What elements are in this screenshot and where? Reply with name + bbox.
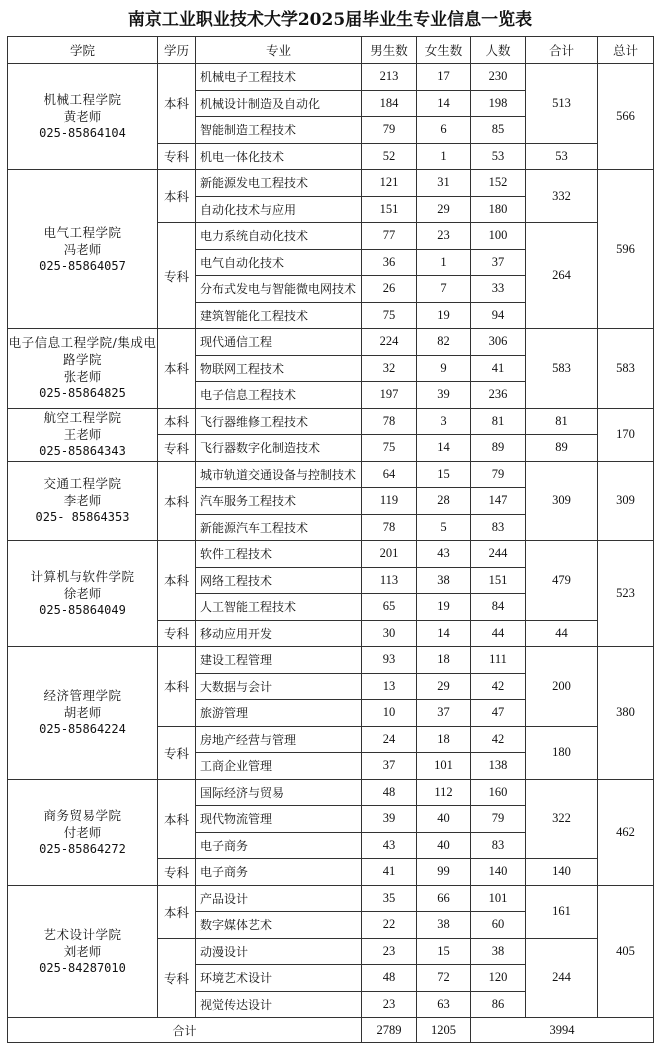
level-cell: 专科 — [158, 435, 196, 462]
college-phone: 025- 85864353 — [35, 510, 130, 525]
total-all: 3994 — [471, 1018, 654, 1043]
major-name: 新能源汽车工程技术 — [196, 514, 362, 541]
major-name: 电子信息工程技术 — [196, 382, 362, 409]
college-teacher: 胡老师 — [63, 705, 102, 721]
college-phone: 025-85864049 — [39, 603, 126, 617]
college-total: 596 — [598, 170, 654, 329]
college-cell — [8, 329, 158, 409]
major-name: 飞行器维修工程技术 — [196, 408, 362, 435]
female-count: 66 — [417, 885, 471, 912]
major-name: 分布式发电与智能微电网技术 — [196, 276, 362, 303]
male-count: 22 — [362, 912, 417, 939]
college-cell — [8, 647, 158, 780]
header-female: 女生数 — [417, 37, 471, 64]
student-count: 79 — [471, 461, 526, 488]
male-count: 78 — [362, 408, 417, 435]
header-subtotal: 合计 — [526, 37, 598, 64]
female-count: 19 — [417, 302, 471, 329]
female-count: 31 — [417, 170, 471, 197]
student-count: 81 — [471, 408, 526, 435]
student-count: 60 — [471, 912, 526, 939]
male-count: 10 — [362, 700, 417, 727]
male-count: 93 — [362, 647, 417, 674]
level-cell: 本科 — [158, 329, 196, 409]
college-name: 航空工程学院 — [43, 410, 122, 425]
female-count: 19 — [417, 594, 471, 621]
student-count: 84 — [471, 594, 526, 621]
major-name: 物联网工程技术 — [196, 355, 362, 382]
major-name: 移动应用开发 — [196, 620, 362, 647]
major-name: 自动化技术与应用 — [196, 196, 362, 223]
major-name: 建设工程管理 — [196, 647, 362, 674]
group-subtotal: 264 — [526, 223, 598, 329]
table-row — [8, 885, 654, 912]
table-row — [8, 461, 654, 488]
level-cell: 本科 — [158, 885, 196, 938]
male-count: 78 — [362, 514, 417, 541]
student-count: 94 — [471, 302, 526, 329]
female-count: 17 — [417, 64, 471, 91]
table-row — [8, 408, 654, 435]
female-count: 7 — [417, 276, 471, 303]
college-phone: 025-85864272 — [39, 841, 126, 856]
college-name: 电气工程学院 — [43, 224, 122, 240]
college-name: 经济管理学院 — [43, 688, 122, 704]
total-male: 2789 — [362, 1018, 417, 1043]
student-count: 41 — [471, 355, 526, 382]
female-count: 15 — [417, 461, 471, 488]
student-count: 147 — [471, 488, 526, 515]
student-count: 230 — [471, 64, 526, 91]
student-count: 152 — [471, 170, 526, 197]
college-name: 计算机与软件学院 — [30, 569, 135, 584]
college-cell — [8, 885, 158, 1018]
student-count: 44 — [471, 620, 526, 647]
college-total: 405 — [598, 885, 654, 1018]
student-count: 37 — [471, 249, 526, 276]
group-subtotal: 53 — [526, 143, 598, 170]
header-college: 学院 — [8, 37, 158, 64]
student-count: 100 — [471, 223, 526, 250]
group-subtotal: 200 — [526, 647, 598, 727]
major-name: 旅游管理 — [196, 700, 362, 727]
female-count: 99 — [417, 859, 471, 886]
male-count: 224 — [362, 329, 417, 356]
student-count: 47 — [471, 700, 526, 727]
female-count: 63 — [417, 991, 471, 1018]
male-count: 43 — [362, 832, 417, 859]
student-count: 42 — [471, 726, 526, 753]
student-count: 120 — [471, 965, 526, 992]
major-name: 城市轨道交通设备与控制技术 — [196, 461, 362, 488]
female-count: 14 — [417, 620, 471, 647]
student-count: 85 — [471, 117, 526, 144]
major-name: 新能源发电工程技术 — [196, 170, 362, 197]
female-count: 1 — [417, 249, 471, 276]
group-subtotal: 583 — [526, 329, 598, 409]
college-phone: 025-85864343 — [39, 444, 126, 458]
level-cell: 专科 — [158, 620, 196, 647]
student-count: 138 — [471, 753, 526, 780]
student-count: 244 — [471, 541, 526, 568]
male-count: 26 — [362, 276, 417, 303]
major-name: 动漫设计 — [196, 938, 362, 965]
group-subtotal: 180 — [526, 726, 598, 779]
college-cell — [8, 408, 158, 461]
college-teacher: 张老师 — [63, 369, 102, 385]
female-count: 14 — [417, 435, 471, 462]
female-count: 39 — [417, 382, 471, 409]
major-name: 现代通信工程 — [196, 329, 362, 356]
group-subtotal: 309 — [526, 461, 598, 541]
group-subtotal: 322 — [526, 779, 598, 859]
college-name: 商务贸易学院 — [43, 807, 122, 823]
male-count: 32 — [362, 355, 417, 382]
major-name: 房地产经营与管理 — [196, 726, 362, 753]
female-count: 82 — [417, 329, 471, 356]
major-name: 机械设计制造及自动化 — [196, 90, 362, 117]
male-count: 48 — [362, 779, 417, 806]
female-count: 29 — [417, 673, 471, 700]
male-count: 201 — [362, 541, 417, 568]
female-count: 43 — [417, 541, 471, 568]
major-name: 网络工程技术 — [196, 567, 362, 594]
major-name: 产品设计 — [196, 885, 362, 912]
student-count: 86 — [471, 991, 526, 1018]
major-name: 电力系统自动化技术 — [196, 223, 362, 250]
student-count: 140 — [471, 859, 526, 886]
female-count: 6 — [417, 117, 471, 144]
college-total: 462 — [598, 779, 654, 885]
female-count: 18 — [417, 647, 471, 674]
college-phone: 025-84287010 — [39, 960, 126, 975]
major-name: 现代物流管理 — [196, 806, 362, 833]
table-row — [8, 329, 654, 356]
female-count: 112 — [417, 779, 471, 806]
college-teacher: 黄老师 — [63, 109, 102, 124]
level-cell: 本科 — [158, 64, 196, 144]
student-count: 53 — [471, 143, 526, 170]
college-name: 艺术设计学院 — [43, 926, 122, 942]
group-subtotal: 81 — [526, 408, 598, 435]
female-count: 28 — [417, 488, 471, 515]
student-count: 38 — [471, 938, 526, 965]
student-count: 160 — [471, 779, 526, 806]
male-count: 151 — [362, 196, 417, 223]
header-row — [8, 37, 654, 64]
student-count: 42 — [471, 673, 526, 700]
major-name: 人工智能工程技术 — [196, 594, 362, 621]
male-count: 24 — [362, 726, 417, 753]
male-count: 35 — [362, 885, 417, 912]
group-subtotal: 161 — [526, 885, 598, 938]
table-row — [8, 170, 654, 197]
college-phone: 025-85864057 — [39, 258, 126, 273]
student-count: 180 — [471, 196, 526, 223]
female-count: 40 — [417, 806, 471, 833]
level-cell: 专科 — [158, 859, 196, 886]
major-name: 电子商务 — [196, 859, 362, 886]
table-body — [8, 64, 654, 1018]
female-count: 38 — [417, 567, 471, 594]
male-count: 64 — [362, 461, 417, 488]
college-cell — [8, 64, 158, 170]
female-count: 29 — [417, 196, 471, 223]
college-name: 电子信息工程学院/集成电路学院 — [8, 335, 157, 368]
major-name: 数字媒体艺术 — [196, 912, 362, 939]
total-row — [8, 1018, 654, 1043]
major-name: 工商企业管理 — [196, 753, 362, 780]
level-cell: 专科 — [158, 938, 196, 1018]
female-count: 101 — [417, 753, 471, 780]
student-count: 111 — [471, 647, 526, 674]
male-count: 36 — [362, 249, 417, 276]
major-name: 智能制造工程技术 — [196, 117, 362, 144]
level-cell: 本科 — [158, 408, 196, 435]
male-count: 197 — [362, 382, 417, 409]
college-teacher: 冯老师 — [63, 241, 102, 257]
group-subtotal: 513 — [526, 64, 598, 144]
male-count: 39 — [362, 806, 417, 833]
female-count: 15 — [417, 938, 471, 965]
male-count: 41 — [362, 859, 417, 886]
student-count: 83 — [471, 832, 526, 859]
female-count: 5 — [417, 514, 471, 541]
college-teacher: 徐老师 — [63, 586, 102, 601]
major-name: 国际经济与贸易 — [196, 779, 362, 806]
group-subtotal: 89 — [526, 435, 598, 462]
male-count: 75 — [362, 302, 417, 329]
male-count: 37 — [362, 753, 417, 780]
major-name: 电子商务 — [196, 832, 362, 859]
total-label: 合计 — [8, 1018, 362, 1043]
graduate-major-table — [7, 36, 654, 1043]
table-row — [8, 64, 654, 91]
male-count: 65 — [362, 594, 417, 621]
college-total: 309 — [598, 461, 654, 541]
table-row — [8, 779, 654, 806]
female-count: 3 — [417, 408, 471, 435]
female-count: 38 — [417, 912, 471, 939]
male-count: 184 — [362, 90, 417, 117]
female-count: 18 — [417, 726, 471, 753]
female-count: 72 — [417, 965, 471, 992]
major-name: 机械电子工程技术 — [196, 64, 362, 91]
college-total: 170 — [598, 408, 654, 461]
level-cell: 专科 — [158, 143, 196, 170]
college-total: 583 — [598, 329, 654, 409]
student-count: 101 — [471, 885, 526, 912]
major-name: 机电一体化技术 — [196, 143, 362, 170]
female-count: 40 — [417, 832, 471, 859]
male-count: 52 — [362, 143, 417, 170]
college-cell — [8, 170, 158, 329]
student-count: 306 — [471, 329, 526, 356]
female-count: 9 — [417, 355, 471, 382]
page-title: 南京工业职业技术大学2025届毕业生专业信息一览表 — [127, 10, 533, 30]
male-count: 121 — [362, 170, 417, 197]
male-count: 79 — [362, 117, 417, 144]
college-total: 523 — [598, 541, 654, 647]
level-cell: 本科 — [158, 170, 196, 223]
college-cell — [8, 541, 158, 647]
table-row — [8, 647, 654, 674]
male-count: 48 — [362, 965, 417, 992]
header-male: 男生数 — [362, 37, 417, 64]
major-name: 大数据与会计 — [196, 673, 362, 700]
student-count: 33 — [471, 276, 526, 303]
group-subtotal: 332 — [526, 170, 598, 223]
female-count: 14 — [417, 90, 471, 117]
college-name: 交通工程学院 — [43, 476, 122, 492]
major-name: 建筑智能化工程技术 — [196, 302, 362, 329]
level-cell: 本科 — [158, 461, 196, 541]
male-count: 75 — [362, 435, 417, 462]
male-count: 213 — [362, 64, 417, 91]
female-count: 1 — [417, 143, 471, 170]
male-count: 23 — [362, 991, 417, 1018]
male-count: 77 — [362, 223, 417, 250]
college-total: 380 — [598, 647, 654, 780]
header-count: 人数 — [471, 37, 526, 64]
student-count: 198 — [471, 90, 526, 117]
male-count: 119 — [362, 488, 417, 515]
level-cell: 专科 — [158, 223, 196, 329]
college-teacher: 付老师 — [63, 824, 102, 840]
group-subtotal: 140 — [526, 859, 598, 886]
student-count: 236 — [471, 382, 526, 409]
college-phone: 025-85864825 — [39, 386, 126, 401]
group-subtotal: 479 — [526, 541, 598, 621]
female-count: 37 — [417, 700, 471, 727]
table-row — [8, 541, 654, 568]
college-teacher: 李老师 — [63, 493, 102, 509]
major-name: 飞行器数字化制造技术 — [196, 435, 362, 462]
group-subtotal: 244 — [526, 938, 598, 1018]
male-count: 30 — [362, 620, 417, 647]
college-teacher: 刘老师 — [63, 943, 102, 959]
student-count: 151 — [471, 567, 526, 594]
college-phone: 025-85864104 — [39, 126, 126, 140]
level-cell: 本科 — [158, 647, 196, 727]
college-name: 机械工程学院 — [43, 92, 122, 107]
header-major: 专业 — [196, 37, 362, 64]
level-cell: 本科 — [158, 779, 196, 859]
college-cell — [8, 461, 158, 541]
major-name: 电气自动化技术 — [196, 249, 362, 276]
major-name: 环境艺术设计 — [196, 965, 362, 992]
header-level: 学历 — [158, 37, 196, 64]
college-teacher: 王老师 — [63, 427, 102, 442]
college-total: 566 — [598, 64, 654, 170]
male-count: 13 — [362, 673, 417, 700]
male-count: 23 — [362, 938, 417, 965]
major-name: 汽车服务工程技术 — [196, 488, 362, 515]
major-name: 视觉传达设计 — [196, 991, 362, 1018]
header-total: 总计 — [598, 37, 654, 64]
male-count: 113 — [362, 567, 417, 594]
major-name: 软件工程技术 — [196, 541, 362, 568]
student-count: 83 — [471, 514, 526, 541]
college-cell — [8, 779, 158, 885]
total-female: 1205 — [417, 1018, 471, 1043]
group-subtotal: 44 — [526, 620, 598, 647]
college-phone: 025-85864224 — [39, 722, 126, 737]
student-count: 89 — [471, 435, 526, 462]
level-cell: 本科 — [158, 541, 196, 621]
level-cell: 专科 — [158, 726, 196, 779]
female-count: 23 — [417, 223, 471, 250]
student-count: 79 — [471, 806, 526, 833]
